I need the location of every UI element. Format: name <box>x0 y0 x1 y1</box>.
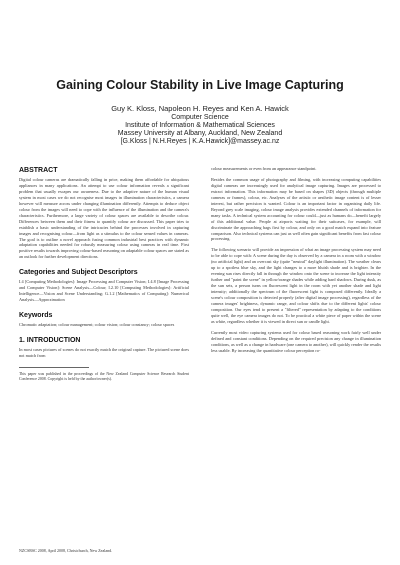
right-column <box>211 166 381 354</box>
categories-heading: Categories and Subject Descriptors <box>19 269 138 277</box>
introduction-heading: 1. INTRODUCTION <box>19 337 81 345</box>
author-block <box>0 104 400 146</box>
body-paragraph-3: The following scenario will provide an impression of what an image processing system may need to be able to cope with: A scene during the day is observed by a camera in a room with a window (no artificial light) and an overcast sky (quite "neutral" daylight illumination). The weather clears up to a spotless blue sky, and the light changes to a more bluish shade and is brighter. In the evening sun rises directly fall in through the window onto the scene to increase the light intensity further and "paint the scene" in yellow/orange shades while adding hard shadows. During dusk, as the sun sets, a person turns on fluorescent light in the room with yet another shade and light intensity; additionally the spectrum of the fluorescent light is composed differently. Ideally a scene's colour composition is detected properly (after digital image processing), regardless of the camera images' brightness, dynamic range, and colour shifts due to the different lights' colour composition. Our eyes tend to present a "filtered" representation by adapting to the conditions quite well, the eye camera images do not. To be practical a white piece of paper within the scene as white, regardless whether it is viewed in direct sun or candle light. <box>211 247 381 324</box>
author-department: Computer Science <box>171 114 229 121</box>
abstract-heading: ABSTRACT <box>19 167 58 174</box>
introduction-text: In most cases pictures of scenes do not exactly match the original capture. The pictured scene does not match from <box>19 347 189 359</box>
footnote-rule <box>19 367 89 368</box>
author-institute: Institute of Information & Mathematical Sciences <box>125 122 275 129</box>
author-university: Massey University at Albany, Auckland, New Zealand <box>117 130 283 137</box>
author-emails: [G.Kloss | N.H.Reyes | K.A.Hawick]@massey.ac.nz <box>120 138 280 145</box>
keywords-heading: Keywords <box>19 312 53 320</box>
body-paragraph-1: colour measurements or even from an appearance standpoint. <box>211 166 317 171</box>
body-paragraph-4: Currently most video capturing systems used for colour based reasoning work fairly well under defined and constant conditions. Depending on the required precision any change in illumination conditions, as well as a change in hardware (one camera to another), will quickly render the results less usable. By increasing the quantitative colour perception ro- <box>211 329 381 353</box>
keywords-text: Chromatic adaptation; colour management; colour vision; colour constancy; colour spaces <box>19 322 175 328</box>
categories-text: I.4 [Computing Methodologies]: Image Processing and Computer Vision; I.4.8 [Image Processing and Computer Vision]: Scene Analysis—Colour; I.2.10 [Computing Methodologies]: Artificial Intelligence—Vision and Scene Understanding; G.1.2 [Mathematics of Computing]: Numerical Analysis—Approximation <box>19 279 189 303</box>
author-names: Guy K. Kloss, Napoleon H. Reyes and Ken A. Hawick <box>111 104 289 113</box>
conference-line: NZCSRSC 2008, April 2008, Christchurch, New Zealand. <box>19 548 113 553</box>
body-paragraph-2: Besides the common usage of photography and filming, with increasing computing capabilities digital cameras are increasingly used for analytical image capturing. Images are processed to extract information. This information may be based on shapes (3D) objects (through multiple cameras or frames), colour, etc. Analyses of the artistic or aesthetic image content is of lesser interest, but rather precision is wanted. Colour is an important factor in organising daily life. Beyond grey scale imaging, colour image analysis provides extended channels of information for many tasks. A technical system accounting for colour could—just as humans do—benefit largely of this additional value. People at airports waiting for their suitcases, for example, will discriminate the approaching bags first by colour, and only on a good match expand into feature comparison. Also technical systems can just as well often gain significant benefits from fast colour processing. <box>211 176 381 242</box>
abstract-text: Digital colour cameras are dramatically falling in price, making them affordable for ubiquitous appliances in many applications. An attempt to use colour information reveals a significant problem that usually escapes our awareness. Due to the adaptive nature of the human visual system in most cases we do not recognise most images in illumination characteristics, a camera however will measure across under changing illumination differently. Attempts to deduce object colour from the images will need to cope with the influence of the illumination and the camera's characteristics. Furthermore, a large variety of colour spaces are available to describe colour. Differences between them and their fitness to quantify colour are discussed. This paper tries to establish a basic understanding of the intricacies behind the processes involved in capturing images and recognising colour—from light as a stimulus to the colour sensed values in cameras. The goal is to outline a novel approach fusing common industrial best practices with dynamic adaptation capabilities needed for robustly measuring colour using cameras in real time. First positive results towards improving colour-based reasoning on adaptable colour spaces are stated as an outlook for further development directions. <box>19 177 189 260</box>
paper-title: Gaining Colour Stability in Live Image Capturing <box>56 78 344 92</box>
copyright-footnote: This paper was published in the proceedings of the New Zealand Computer Science Research Student Conference 2008. Copyright is held by the author/owner(s). <box>19 372 189 382</box>
left-column <box>19 166 189 382</box>
